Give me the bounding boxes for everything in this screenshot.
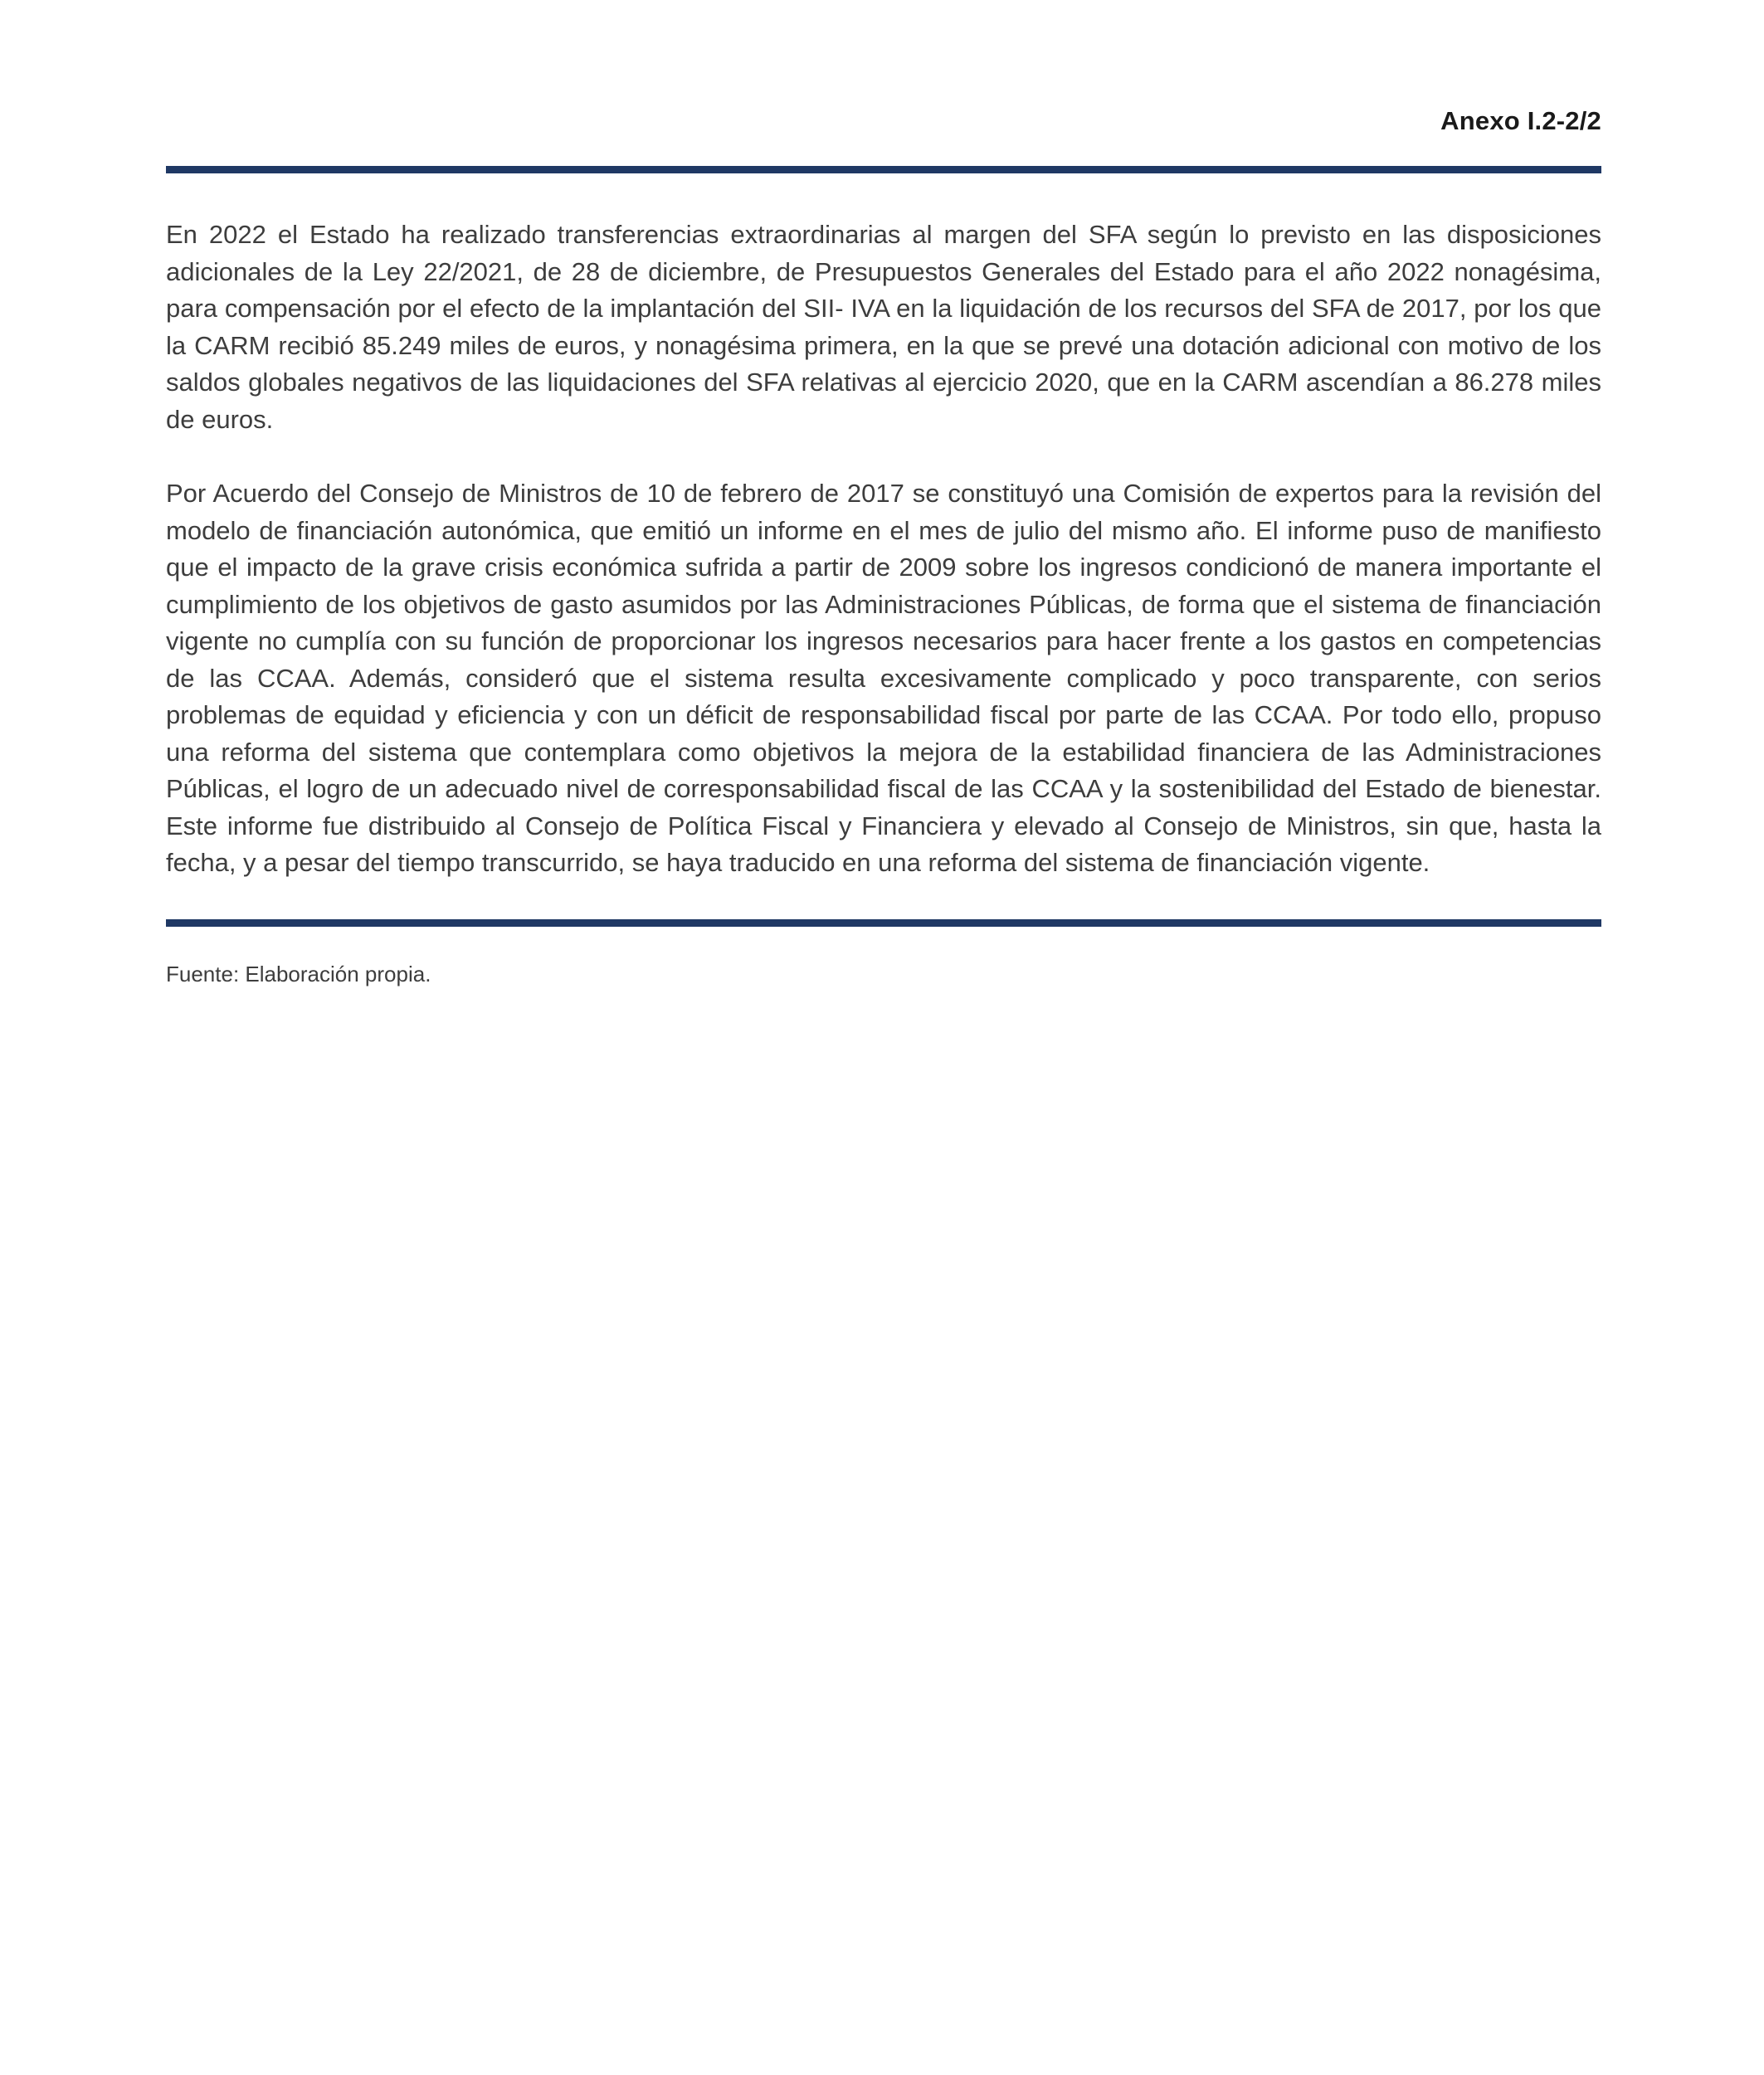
paragraph-2: Por Acuerdo del Consejo de Ministros de 10 de febrero de 2017 se constituyó una Comisión de expertos para la revisión del modelo de financiación autonómica, que emitió un informe en el mes de julio del mismo año. El informe puso de manifiesto que el impacto de la grave crisis económica sufrida a partir de 2009 sobre los ingresos condicionó de manera importante el cumplimiento de los objetivos de gasto asumidos por las Administraciones Públicas, de forma que el sistema de financiación vigente no cumplía con su función de proporcionar los ingresos necesarios para hacer frente a los gastos en competencias de las CCAA. Además, consideró que el sistema resulta excesivamente complicado y poco transparente, con serios problemas de equidad y eficiencia y con un déficit de responsabilidad fiscal por parte de las CCAA. Por todo ello, propuso una reforma del sistema que contemplara como objetivos la mejora de la estabilidad financiera de las Administraciones Públicas, el logro de un adecuado nivel de corresponsabilidad fiscal de las CCAA y la sostenibilidad del Estado de bienestar. Este informe fue distribuido al Consejo de Política Fiscal y Financiera y elevado al Consejo de Ministros, sin que, hasta la fecha, y a pesar del tiempo transcurrido, se haya traducido en una reforma del sistema de financiación vigente. <box>166 479 1601 877</box>
top-horizontal-rule <box>166 166 1601 173</box>
page-content <box>166 106 1601 987</box>
page-header-annex-label: Anexo I.2-2/2 <box>1440 106 1601 135</box>
source-note: Fuente: Elaboración propia. <box>166 961 431 986</box>
paragraph-1: En 2022 el Estado ha realizado transferencias extraordinarias al margen del SFA según lo previsto en las disposiciones adicionales de la Ley 22/2021, de 28 de diciembre, de Presupuestos Generales del Estado para el año 2022 nonagésima, para compensación por el efecto de la implantación del SII- IVA en la liquidación de los recursos del SFA de 2017, por los que la CARM recibió 85.249 miles de euros, y nonagésima primera, en la que se prevé una dotación adicional con motivo de los saldos globales negativos de las liquidaciones del SFA relativas al ejercicio 2020, que en la CARM ascendían a 86.278 miles de euros. <box>166 220 1601 434</box>
bottom-horizontal-rule <box>166 919 1601 927</box>
